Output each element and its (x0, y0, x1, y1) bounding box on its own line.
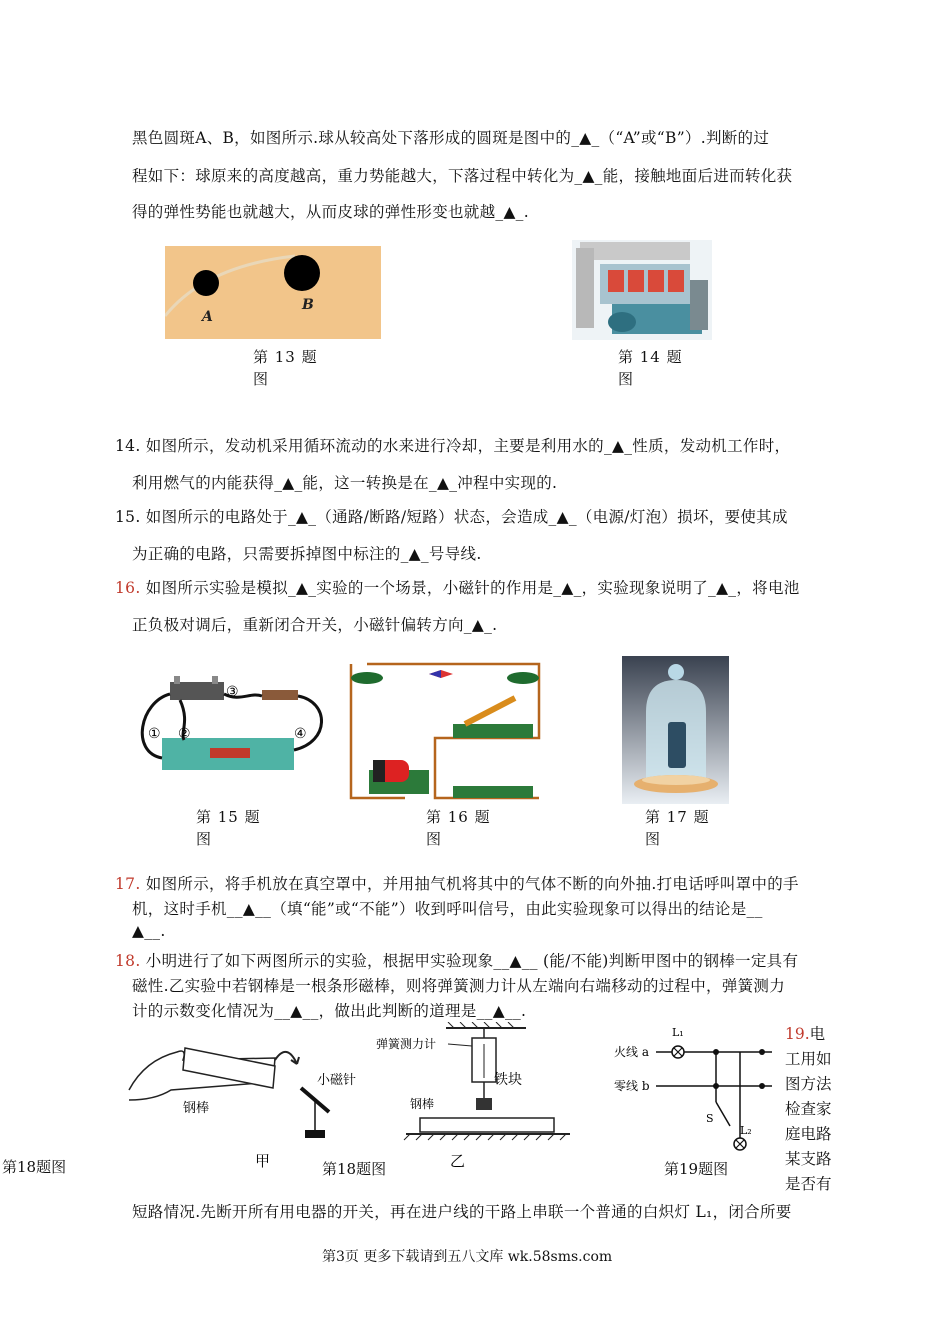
figure-18-jia-rod-label: 钢棒 (183, 1101, 210, 1116)
q19-side-column: 19.电 工用如 图方法 检查家 庭电路 某支路 是否有 (785, 1025, 832, 1193)
figure-19-caption: 第19题图 (664, 1160, 729, 1178)
q19-line-last: 短路情况.先断开所有用电器的开关，再在进户线的干路上串联一个普通的白炽灯 L₁，闭合所要 (132, 1203, 792, 1221)
figure-15-circuit (130, 672, 330, 782)
q15-line-1: 15. 如图所示的电路处于_▲_（通路/断路/短路）状态，会造成_▲_（电源/灯泡）损坏，要使其成 (115, 508, 788, 526)
figure-17-caption: 第 17 题 图 (645, 808, 710, 848)
q15-line-2: 为正确的电路，只需要拆掉图中标注的_▲_号导线. (132, 545, 482, 563)
figure-16-caption: 第 16 题 图 (426, 808, 491, 848)
figure-18-yi-rod-label: 钢棒 (410, 1097, 435, 1111)
figure-19-switch-label: S (706, 1112, 714, 1125)
figure-18-yi-caption: 第18题图 (322, 1160, 387, 1178)
figure-16-oersted (345, 652, 545, 804)
q16-line-1: 16. 如图所示实验是模拟_▲_实验的一个场景，小磁针的作用是_▲_，实验现象说明了_▲_，将电池 (115, 579, 800, 597)
figure-18-jia-caption: 第18题图 (2, 1158, 67, 1176)
figure-19-circuit (612, 1022, 782, 1157)
figure-14-engine (572, 240, 712, 340)
figure-18-yi-scale-label: 弹簧测力计 (376, 1037, 437, 1051)
wire-label-3: ③ (226, 684, 239, 700)
figure-14-caption: 第 14 题 图 (618, 348, 683, 388)
q18-line-1: 18. 小明进行了如下两图所示的实验，根据甲实验现象__▲__ (能/不能)判断甲图中的钢棒一定具有 (115, 952, 799, 970)
q17-line-1: 17. 如图所示，将手机放在真空罩中，并用抽气机将其中的气体不断的向外抽.打电话呼叫罩中的手 (115, 875, 799, 893)
wire-label-4: ④ (294, 726, 307, 742)
figure-19-l2-label: L₂ (740, 1124, 752, 1137)
q18-number: 18. (115, 952, 141, 970)
figure-17-bell-jar (622, 656, 729, 804)
figure-18-jia-sub: 甲 (255, 1152, 271, 1170)
q14-line-1: 14. 如图所示，发动机采用循环流动的水来进行冷却，主要是利用水的_▲_性质，发动机工作时， (115, 437, 791, 455)
q17-line-2: 机，这时手机__▲__（填“能”或“不能”）收到呼叫信号，由此实验现象可以得出的结论是__ (132, 900, 763, 918)
figure-18-jia-needle-label: 小磁针 (317, 1073, 357, 1088)
q16-line-2: 正负极对调后，重新闭合开关，小磁针偏转方向_▲_. (132, 616, 498, 634)
figure-13-label-a: A (202, 309, 213, 325)
figure-13-ball-marks (165, 246, 381, 339)
figure-19-l1-label: L₁ (672, 1026, 684, 1039)
figure-19-live-label: 火线 a (614, 1045, 649, 1059)
figure-13-label-b: B (302, 297, 314, 313)
figure-13-caption: 第 13 题 图 (253, 348, 318, 388)
wire-label-1: ① (148, 726, 161, 742)
q19-number: 19. (785, 1025, 810, 1043)
q17-line-3: ▲__. (132, 922, 166, 940)
q16-number: 16. (115, 579, 141, 597)
figure-15-caption: 第 15 题 图 (196, 808, 261, 848)
q17-number: 17. (115, 875, 141, 893)
page-footer: 第3页 更多下载请到五八文库 wk.58sms.com (322, 1249, 613, 1265)
figure-19-neutral-label: 零线 b (614, 1079, 650, 1093)
figure-18-yi-sub: 乙 (450, 1152, 466, 1170)
q18-line-3: 计的示数变化情况为__▲__，做出此判断的道理是__▲__. (132, 1002, 527, 1020)
wire-label-2: ② (178, 726, 191, 742)
q13-line-1: 黑色圆斑A、B，如图所示.球从较高处下落形成的圆斑是图中的_▲_（“A”或“B”）.判断的过 (132, 129, 770, 147)
q14-line-2: 利用燃气的内能获得_▲_能，这一转换是在_▲_冲程中实现的. (132, 474, 558, 492)
q13-line-2: 程如下：球原来的高度越高，重力势能越大，下落过程中转化为_▲_能，接触地面后进而转化获 (132, 167, 793, 185)
figure-18-yi-iron-label: 铁块 (494, 1072, 522, 1088)
q13-line-3: 得的弹性势能也就越大，从而皮球的弹性形变也就越_▲_. (132, 203, 529, 221)
figure-18-yi (370, 1022, 575, 1172)
q18-line-2: 磁性.乙实验中若钢棒是一根条形磁棒，则将弹簧测力计从左端向右端移动的过程中，弹簧测力 (132, 977, 786, 995)
